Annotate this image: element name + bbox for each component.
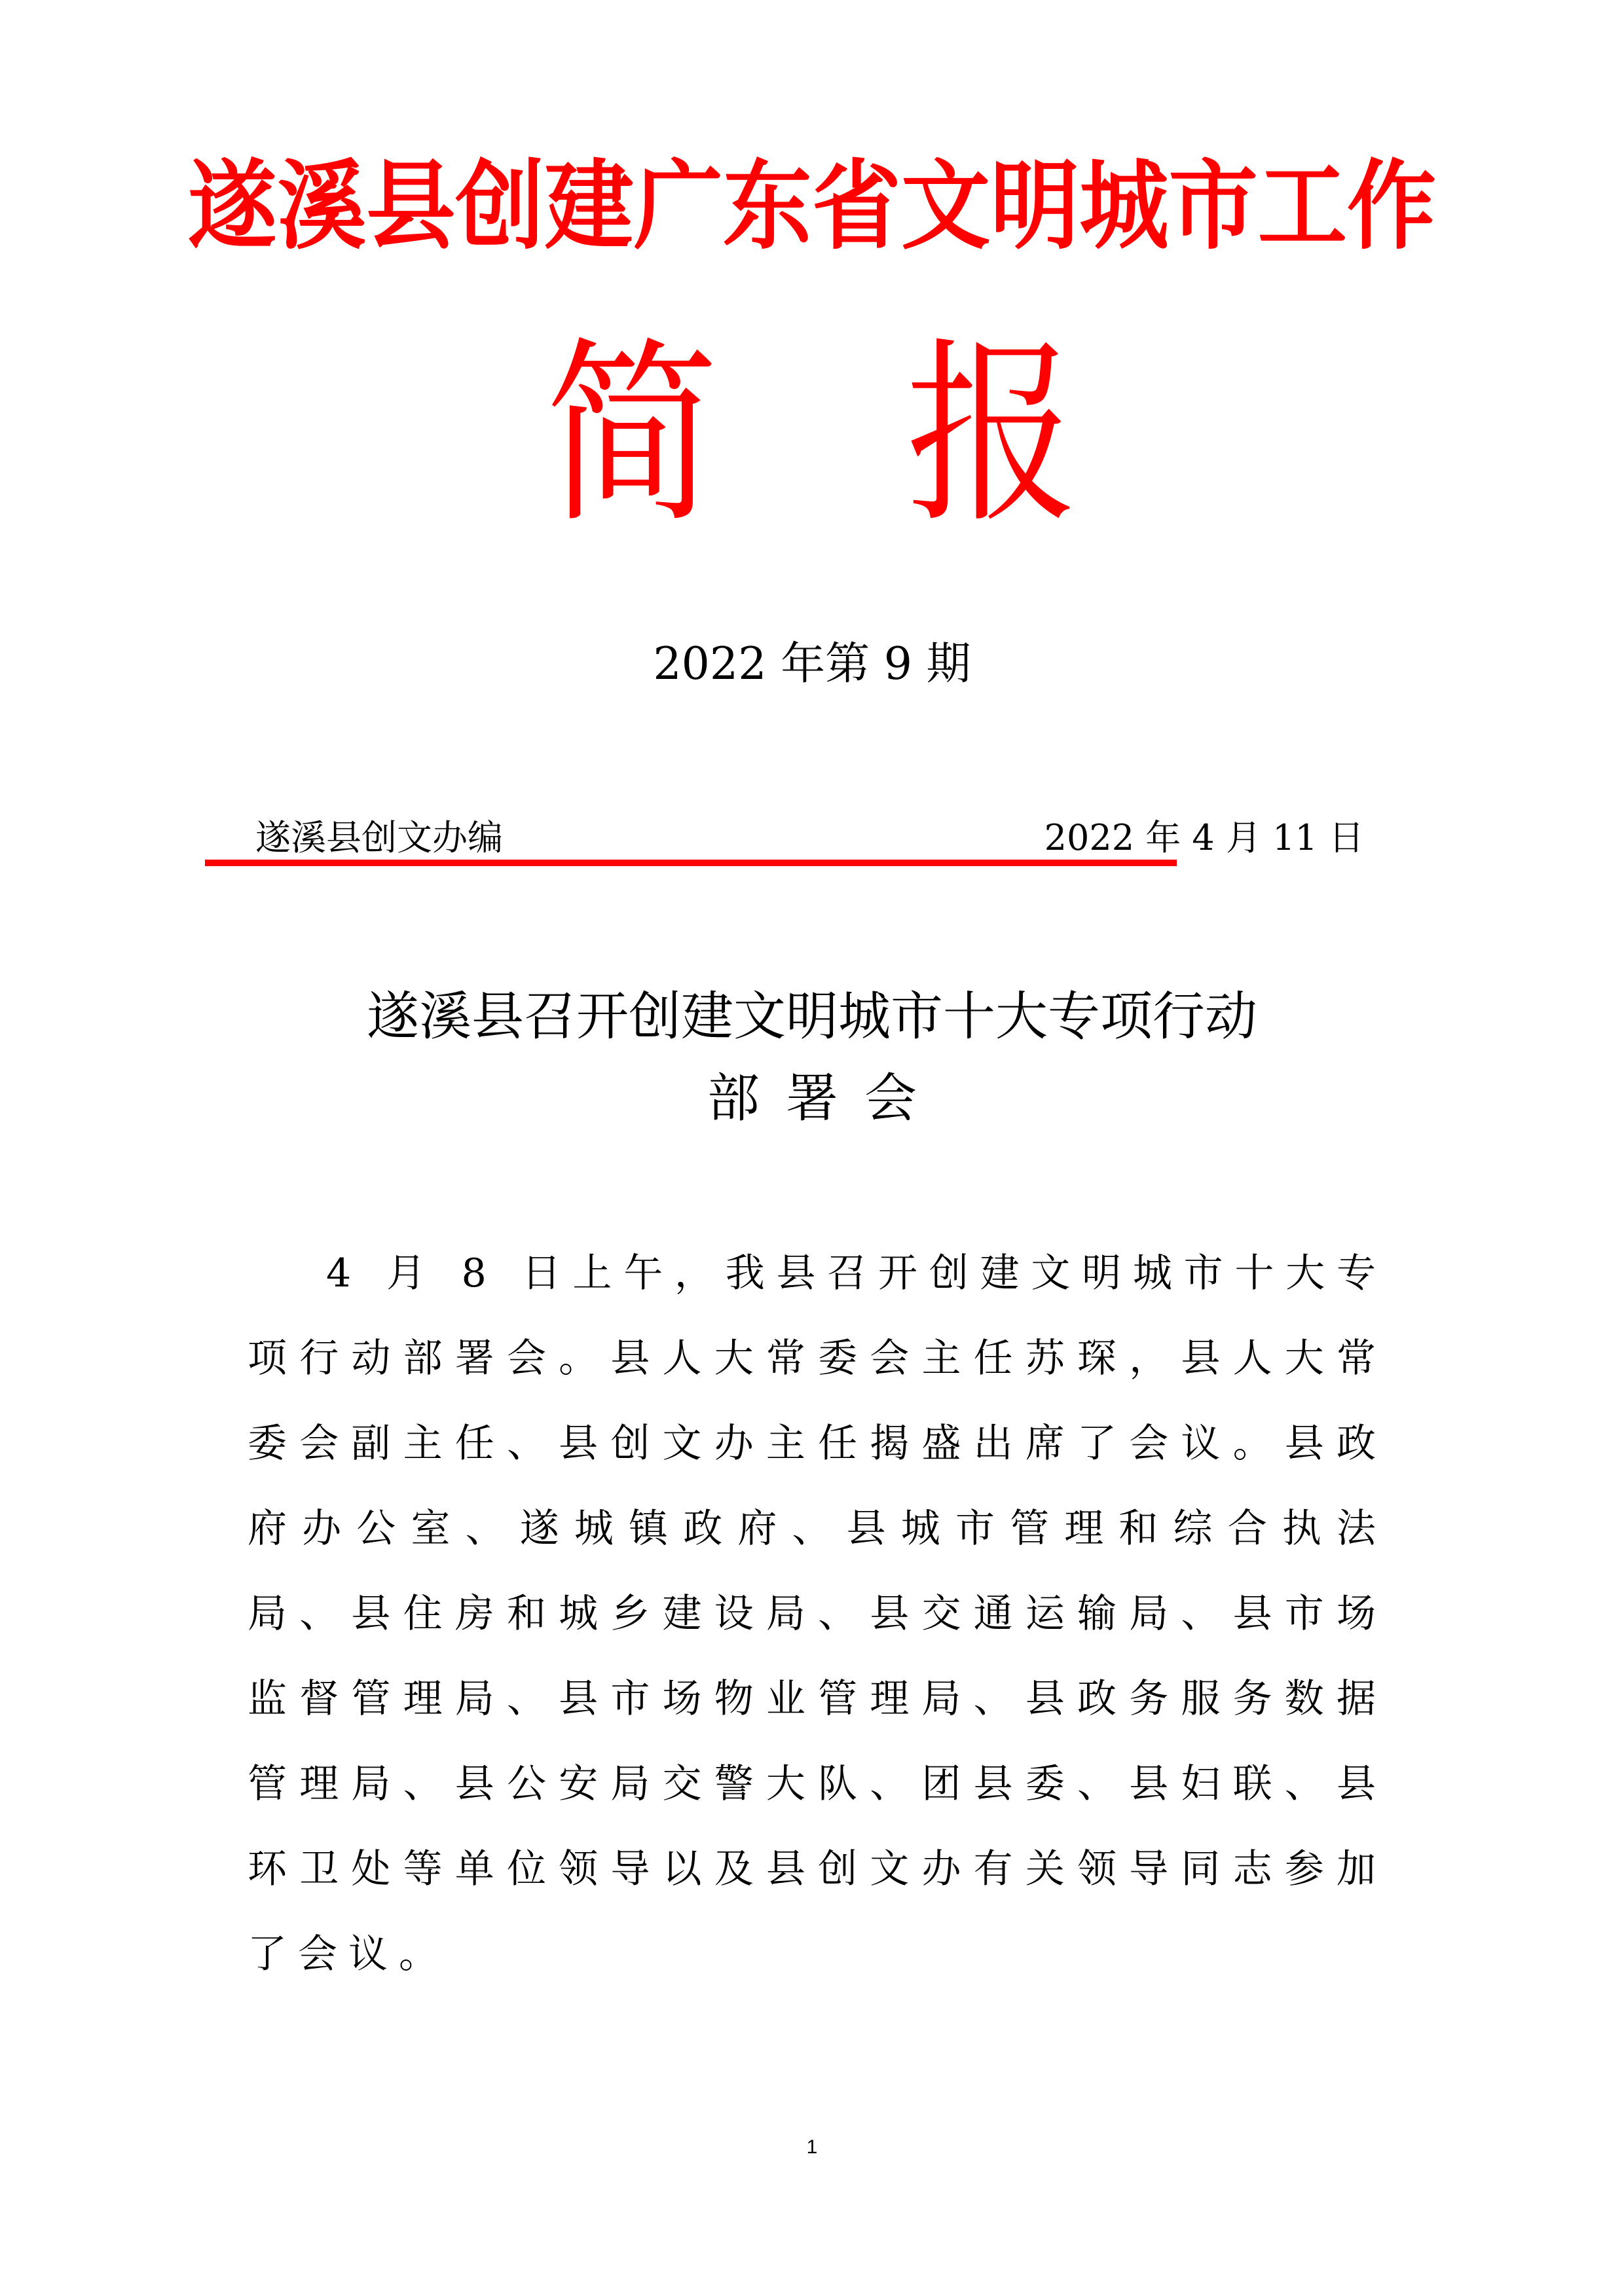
- page-number: 1: [806, 2136, 818, 2158]
- meta-row: [248, 815, 1380, 861]
- issue-number: 2022 年第 9 期: [653, 638, 971, 690]
- masthead-title: 遂溪县创建广东省文明城市工作: [187, 150, 1437, 263]
- headline-line-2: [0, 1057, 1624, 1139]
- headline-line-1: 遂溪县召开创建文明城市十大专项行动: [367, 986, 1257, 1047]
- headline-line-2-text: 部署会: [707, 1068, 943, 1129]
- publication-name-char-1: 简: [545, 321, 718, 549]
- publication-name-char-2: 报: [906, 321, 1079, 549]
- red-divider-rule: [205, 860, 1177, 866]
- article-body: 4 月 8 日上午，我县召开创建文明城市十大专项行动部署会。县人大常委会主任苏琛，县人大常委会副主任、县创文办主任揭盛出席了会议。县政府办公室、遂城镇政府、县城市管理和综合执法局、县住房和城乡建设局、县交通运输局、县市场监督管理局、县市场物业管理局、县政务服务数据管理局、县公安局交警大队、团县委、县妇联、县环卫处等单位领导以及县创文办有关领导同志参加了会议。: [248, 1250, 1387, 1977]
- publish-date: 2022 年 4 月 11 日: [1044, 817, 1364, 858]
- article-headline: [0, 975, 1624, 1139]
- editor-label: 遂溪县创文办编: [255, 817, 503, 858]
- publication-name: [0, 321, 1624, 549]
